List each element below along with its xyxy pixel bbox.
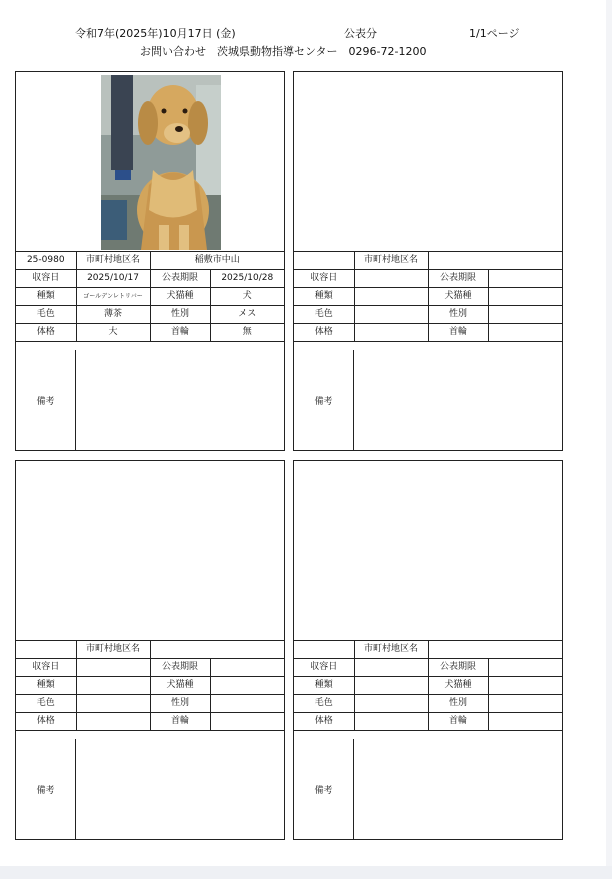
size-label: 体格 bbox=[294, 713, 354, 731]
collar-value bbox=[488, 324, 562, 342]
breed-label: 種類 bbox=[16, 288, 76, 306]
breed-value bbox=[76, 677, 150, 695]
sex-value: メス bbox=[210, 306, 284, 324]
collar-label: 首輪 bbox=[428, 713, 488, 731]
viewer-bottom-bar bbox=[0, 866, 612, 879]
remarks-label: 備考 bbox=[294, 350, 354, 450]
sex-label: 性別 bbox=[150, 306, 210, 324]
intake-date-value bbox=[354, 270, 428, 288]
breed-value: ゴールデンレトリバー bbox=[76, 288, 150, 306]
animal-card-2 bbox=[293, 71, 563, 451]
page-edge bbox=[606, 0, 612, 866]
animal-id: 25-0980 bbox=[16, 252, 76, 270]
animal-card-1 bbox=[15, 71, 285, 451]
municipality-value bbox=[428, 252, 562, 270]
deadline-value: 2025/10/28 bbox=[210, 270, 284, 288]
info-table bbox=[16, 252, 284, 342]
size-value bbox=[354, 324, 428, 342]
photo-area bbox=[294, 72, 562, 252]
animal-id bbox=[294, 252, 354, 270]
sex-label: 性別 bbox=[428, 695, 488, 713]
size-label: 体格 bbox=[16, 713, 76, 731]
size-label: 体格 bbox=[16, 324, 76, 342]
remarks-section bbox=[294, 350, 562, 450]
municipality-label: 市町村地区名 bbox=[76, 641, 150, 659]
collar-label: 首輪 bbox=[150, 324, 210, 342]
species-value bbox=[210, 677, 284, 695]
collar-value bbox=[210, 713, 284, 731]
color-value bbox=[354, 695, 428, 713]
breed-label: 種類 bbox=[294, 677, 354, 695]
intake-date-label: 収容日 bbox=[16, 270, 76, 288]
species-label: 犬猫種 bbox=[150, 288, 210, 306]
species-value bbox=[488, 677, 562, 695]
deadline-value bbox=[210, 659, 284, 677]
breed-label: 種類 bbox=[16, 677, 76, 695]
photo-area bbox=[16, 72, 284, 252]
info-table bbox=[16, 641, 284, 731]
color-value bbox=[76, 695, 150, 713]
animal-id bbox=[294, 641, 354, 659]
intake-date-value bbox=[354, 659, 428, 677]
species-label: 犬猫種 bbox=[150, 677, 210, 695]
sex-value bbox=[210, 695, 284, 713]
deadline-label: 公表期限 bbox=[428, 659, 488, 677]
color-label: 毛色 bbox=[294, 306, 354, 324]
color-value: 薄茶 bbox=[76, 306, 150, 324]
size-value bbox=[76, 713, 150, 731]
info-table bbox=[294, 252, 562, 342]
size-value: 大 bbox=[76, 324, 150, 342]
municipality-value bbox=[428, 641, 562, 659]
report-date: 令和7年(2025年)10月17日 (金) bbox=[75, 27, 236, 40]
color-value bbox=[354, 306, 428, 324]
sex-value bbox=[488, 306, 562, 324]
animal-card-3 bbox=[15, 460, 285, 840]
intake-date-label: 収容日 bbox=[294, 659, 354, 677]
collar-value bbox=[488, 713, 562, 731]
remarks-section bbox=[16, 739, 284, 839]
species-value bbox=[488, 288, 562, 306]
breed-value bbox=[354, 288, 428, 306]
deadline-label: 公表期限 bbox=[150, 659, 210, 677]
breed-value bbox=[354, 677, 428, 695]
page-indicator: 1/1ページ bbox=[469, 27, 520, 40]
collar-label: 首輪 bbox=[428, 324, 488, 342]
size-label: 体格 bbox=[294, 324, 354, 342]
municipality-value: 稲敷市中山 bbox=[150, 252, 284, 270]
remarks-label: 備考 bbox=[16, 350, 76, 450]
intake-date-value: 2025/10/17 bbox=[76, 270, 150, 288]
size-value bbox=[354, 713, 428, 731]
color-label: 毛色 bbox=[294, 695, 354, 713]
photo-area bbox=[294, 461, 562, 641]
animal-card-4 bbox=[293, 460, 563, 840]
deadline-value bbox=[488, 659, 562, 677]
remarks-section bbox=[16, 350, 284, 450]
municipality-label: 市町村地区名 bbox=[354, 641, 428, 659]
species-label: 犬猫種 bbox=[428, 677, 488, 695]
info-table bbox=[294, 641, 562, 731]
species-value: 犬 bbox=[210, 288, 284, 306]
contact-info: お問い合わせ 茨城県動物指導センター 0296-72-1200 bbox=[140, 45, 427, 58]
deadline-label: 公表期限 bbox=[428, 270, 488, 288]
sex-label: 性別 bbox=[150, 695, 210, 713]
collar-label: 首輪 bbox=[150, 713, 210, 731]
intake-date-label: 収容日 bbox=[16, 659, 76, 677]
remarks-label: 備考 bbox=[294, 739, 354, 839]
color-label: 毛色 bbox=[16, 306, 76, 324]
sex-value bbox=[488, 695, 562, 713]
species-label: 犬猫種 bbox=[428, 288, 488, 306]
photo-area bbox=[16, 461, 284, 641]
intake-date-label: 収容日 bbox=[294, 270, 354, 288]
municipality-label: 市町村地区名 bbox=[354, 252, 428, 270]
remarks-label: 備考 bbox=[16, 739, 76, 839]
remarks-section bbox=[294, 739, 562, 839]
breed-label: 種類 bbox=[294, 288, 354, 306]
animal-id bbox=[16, 641, 76, 659]
publication-label: 公表分 bbox=[344, 27, 377, 40]
color-label: 毛色 bbox=[16, 695, 76, 713]
municipality-value bbox=[150, 641, 284, 659]
collar-value: 無 bbox=[210, 324, 284, 342]
municipality-label: 市町村地区名 bbox=[76, 252, 150, 270]
dog-photo[interactable] bbox=[101, 75, 221, 250]
intake-date-value bbox=[76, 659, 150, 677]
deadline-value bbox=[488, 270, 562, 288]
deadline-label: 公表期限 bbox=[150, 270, 210, 288]
sex-label: 性別 bbox=[428, 306, 488, 324]
